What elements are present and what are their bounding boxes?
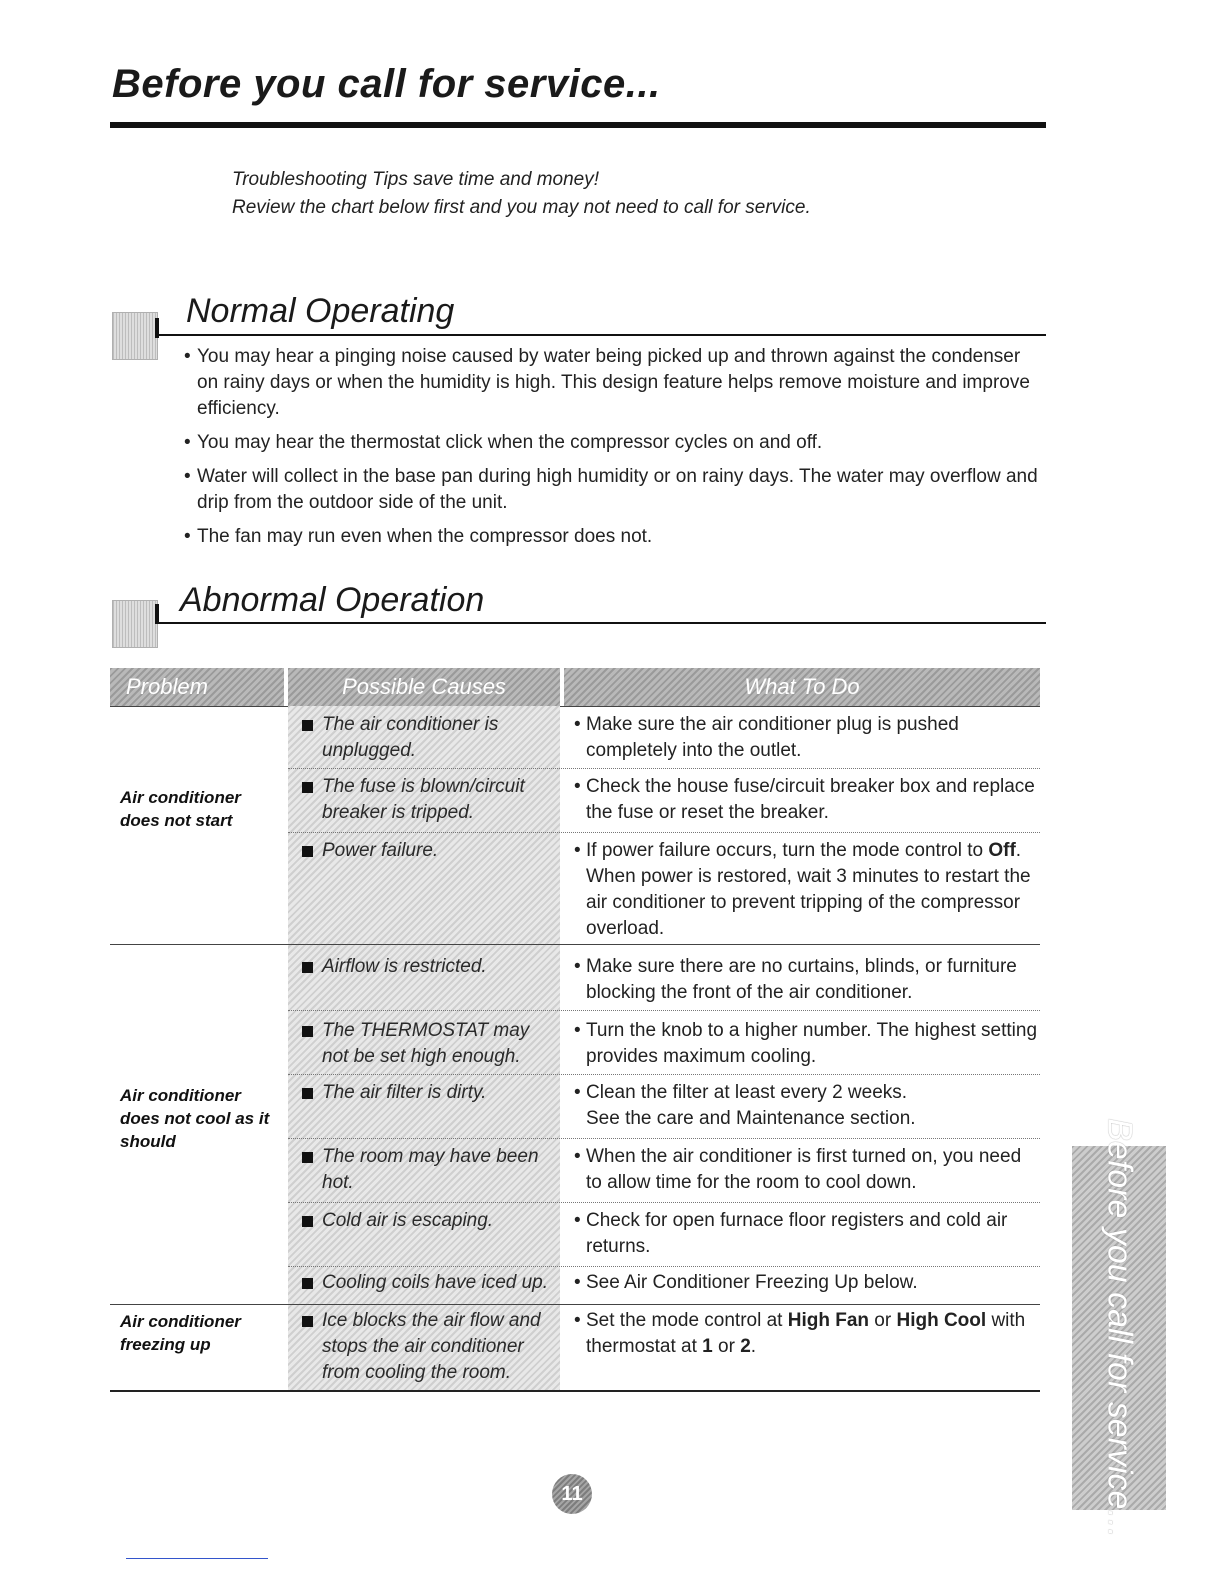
table-bottom-rule xyxy=(110,1390,1040,1392)
footer-rule xyxy=(126,1558,268,1559)
todo-allow-time: • When the air conditioner is first turned on, you need to allow time for the room to cool down. xyxy=(574,1146,1022,1193)
table-header-problem: Problem xyxy=(110,668,284,706)
cause-thermostat-low: The THERMOSTAT may not be set high enough. xyxy=(300,1018,554,1070)
row-divider xyxy=(288,1138,1040,1139)
cause-power-failure: Power failure. xyxy=(300,838,554,864)
cause-ice-blocks: Ice blocks the air flow and stops the air conditioner from cooling the room. xyxy=(300,1308,554,1386)
row-divider xyxy=(288,1074,1040,1075)
table-header-what-to-do: What To Do xyxy=(564,668,1040,706)
list-item: • Water will collect in the base pan during high humidity or on rainy days. The water may overflow and drip from the outdoor side of the unit. xyxy=(184,464,1046,516)
list-item: • The fan may run even when the compressor does not. xyxy=(184,524,1046,550)
row-divider xyxy=(288,1010,1040,1011)
row-divider xyxy=(288,1202,1040,1203)
bullet-square-icon xyxy=(302,846,313,857)
group-divider xyxy=(110,1304,1040,1305)
cause-cold-air-escaping: Cold air is escaping. xyxy=(300,1208,554,1234)
bullet-square-icon xyxy=(302,1216,313,1227)
normal-operating-list xyxy=(184,344,1046,558)
page-number: 11 xyxy=(552,1474,592,1514)
abnormal-section-tick xyxy=(155,604,159,624)
bullet-square-icon xyxy=(302,1088,313,1099)
problem-does-not-start: Air conditioner does not start xyxy=(120,788,241,830)
normal-section-title: Normal Operating xyxy=(186,292,455,330)
todo-power-failure: • If power failure occurs, turn the mode control to Off. When power is restored, wait 3 minutes to restart the air conditioner to prevent tripping of the compressor overload. xyxy=(574,840,1031,939)
row-divider xyxy=(288,832,1040,833)
todo-see-freezing: • See Air Conditioner Freezing Up below. xyxy=(574,1272,918,1293)
cause-coils-iced: Cooling coils have iced up. xyxy=(300,1270,554,1296)
list-item: • You may hear a pinging noise caused by water being picked up and thrown against the condenser on rainy days or when the humidity is high. This design feature helps remove moisture and improve efficiency. xyxy=(184,344,1046,422)
bullet-square-icon xyxy=(302,962,313,973)
cause-room-hot: The room may have been hot. xyxy=(300,1144,554,1196)
abnormal-section-rule xyxy=(158,622,1046,624)
row-divider xyxy=(288,768,1040,769)
bullet-square-icon xyxy=(302,1278,313,1289)
table-header-rule xyxy=(110,706,1040,707)
title-divider xyxy=(110,122,1046,128)
todo-clear-airflow: • Make sure there are no curtains, blinds, or furniture blocking the front of the air conditioner. xyxy=(574,956,1017,1003)
todo-check-fuse: • Check the house fuse/circuit breaker box and replace the fuse or reset the breaker. xyxy=(574,776,1035,823)
problem-does-not-cool: Air conditioner does not cool as it should xyxy=(120,1086,270,1151)
cause-unplugged: The air conditioner is unplugged. xyxy=(300,712,554,764)
list-item: • You may hear the thermostat click when the compressor cycles on and off. xyxy=(184,430,1046,456)
todo-check-registers: • Check for open furnace floor registers and cold air returns. xyxy=(574,1210,1008,1257)
normal-section-marker xyxy=(112,312,158,360)
intro-text xyxy=(232,166,811,222)
todo-clean-filter: • Clean the filter at least every 2 weeks. See the care and Maintenance section. xyxy=(574,1082,916,1129)
normal-section-rule xyxy=(158,334,1046,336)
bullet-square-icon xyxy=(302,1026,313,1037)
todo-plug-in: • Make sure the air conditioner plug is pushed completely into the outlet. xyxy=(574,714,959,761)
cause-filter-dirty: The air filter is dirty. xyxy=(300,1080,554,1106)
table-header-causes: Possible Causes xyxy=(288,668,560,706)
cause-fuse-blown: The fuse is blown/circuit breaker is tripped. xyxy=(300,774,554,826)
bullet-square-icon xyxy=(302,1152,313,1163)
bullet-square-icon xyxy=(302,782,313,793)
bullet-square-icon xyxy=(302,720,313,731)
row-divider xyxy=(288,1266,1040,1267)
abnormal-section-title: Abnormal Operation xyxy=(180,581,485,619)
problem-freezing-up: Air conditioner freezing up xyxy=(120,1312,241,1354)
intro-line-2: Review the chart below first and you may not need to call for service. xyxy=(232,197,811,218)
intro-line-1: Troubleshooting Tips save time and money! xyxy=(232,169,600,190)
group-divider xyxy=(110,944,1040,945)
side-chapter-tab xyxy=(1072,1118,1166,1538)
side-tab-label: Before you call for service... xyxy=(1100,1118,1139,1538)
page-title: Before you call for service... xyxy=(112,62,661,106)
bullet-square-icon xyxy=(302,1316,313,1327)
abnormal-section-marker xyxy=(112,600,158,648)
todo-set-mode: • Set the mode control at High Fan or High Cool with thermostat at 1 or 2. xyxy=(574,1310,1026,1357)
todo-turn-knob: • Turn the knob to a higher number. The highest setting provides maximum cooling. xyxy=(574,1020,1038,1067)
cause-airflow-restricted: Airflow is restricted. xyxy=(300,954,554,980)
